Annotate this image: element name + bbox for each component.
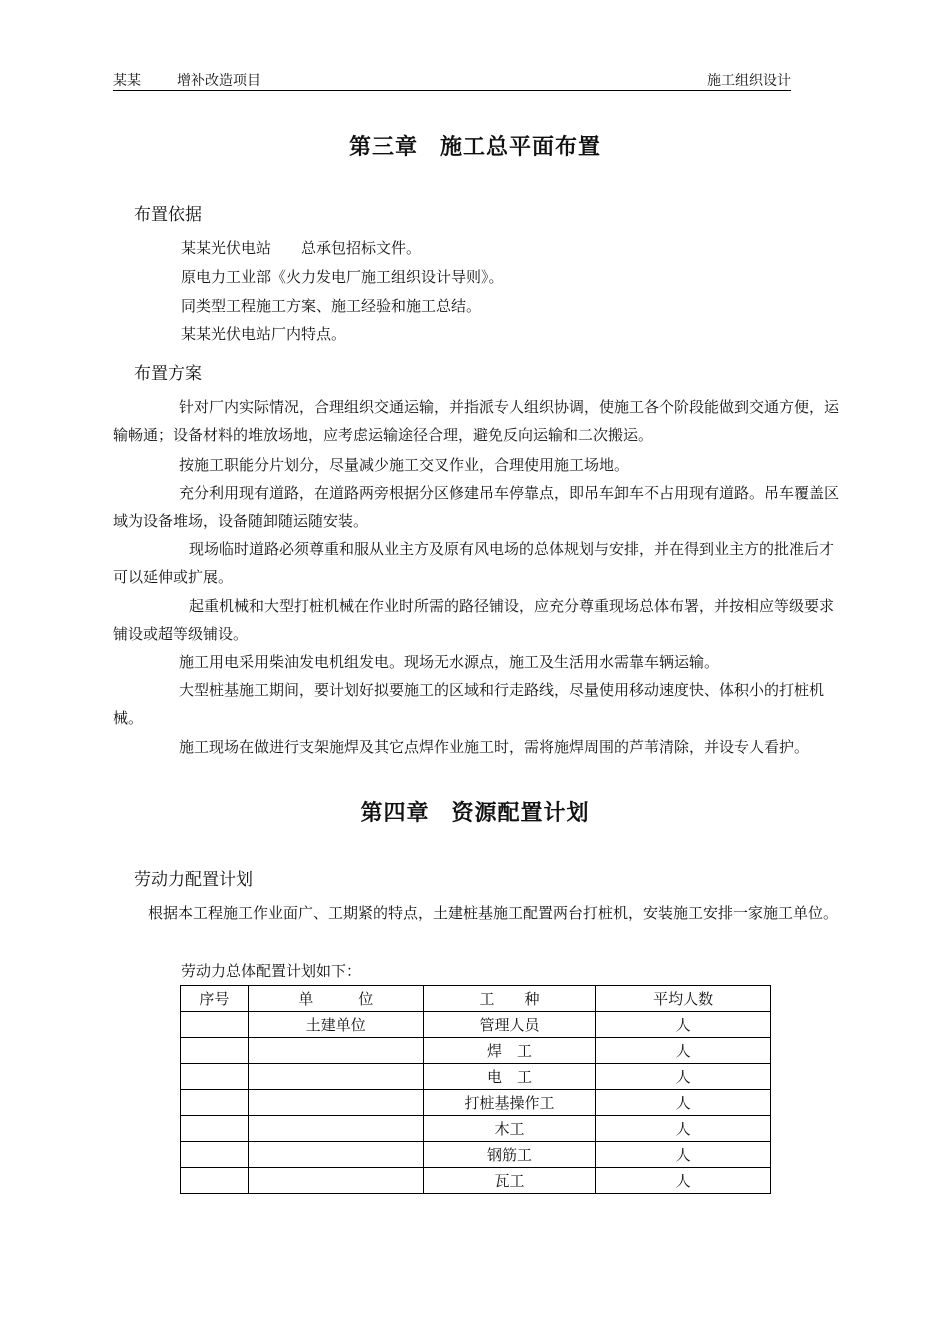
cell-count: 人: [596, 1064, 771, 1090]
cell-trade: 电 工: [423, 1064, 596, 1090]
header-company: 某某: [113, 73, 141, 89]
plan-paragraph-1-text: 针对厂内实际情况，合理组织交通运输，并指派专人组织协调，使施工各个阶段能做到交通方便，运输畅通；设备材料的堆放场地，应考虑运输途径合理，避免反向运输和二次搬运。: [113, 398, 840, 444]
cell-count: 人: [596, 1116, 771, 1142]
cell-trade: 钢筋工: [423, 1142, 596, 1168]
th-unit: 单 位: [248, 986, 423, 1012]
labor-heading: 劳动力配置计划: [134, 870, 253, 890]
cell-unit: [248, 1064, 423, 1090]
basis-item-1a: 某某光伏电站: [181, 239, 272, 257]
table-row: [181, 1038, 771, 1064]
cell-unit: 土建单位: [248, 1012, 423, 1038]
basis-item-4: 某某光伏电站厂内特点。: [181, 325, 347, 343]
basis-item-1b: 总承包招标文件。: [301, 239, 422, 257]
table-row: [181, 1142, 771, 1168]
chapter3-title: [0, 130, 950, 161]
plan-paragraph-8-text: 施工现场在做进行支架施焊及其它点焊作业施工时，需将施焊周围的芦苇清除，并设专人看护。: [179, 738, 810, 756]
cell-count: 人: [596, 1012, 771, 1038]
plan-paragraph-6: [113, 648, 839, 676]
header-project: 增补改造项目: [177, 73, 261, 89]
plan-paragraph-7-text: 大型桩基施工期间，要计划好拟要施工的区域和行走路线，尽量使用移动速度快、体积小的打桩机械。: [113, 681, 825, 727]
plan-paragraph-4-text: 现场临时道路必须尊重和服从业主方及原有风电场的总体规划与安排，并在得到业主方的批准后才可以延伸或扩展。: [113, 540, 835, 586]
cell-count: 人: [596, 1090, 771, 1116]
cell-count: 人: [596, 1038, 771, 1064]
basis-heading: 布置依据: [134, 205, 202, 225]
cell-index: [181, 1064, 249, 1090]
plan-paragraph-8: [113, 733, 839, 761]
cell-index: [181, 1142, 249, 1168]
plan-paragraph-5: [113, 592, 839, 648]
table-row: [181, 1064, 771, 1090]
cell-index: [181, 1168, 249, 1194]
plan-paragraph-6-text: 施工用电采用柴油发电机组发电。现场无水源点，施工及生活用水需靠车辆运输。: [179, 653, 720, 671]
cell-count: 人: [596, 1142, 771, 1168]
cell-unit: [248, 1090, 423, 1116]
plan-paragraph-5-text: 起重机械和大型打桩机械在作业时所需的路径铺设，应充分尊重现场总体布署，并按相应等级要求铺设或超等级铺设。: [113, 597, 835, 643]
cell-trade: 管理人员: [423, 1012, 596, 1038]
chapter4-title: [0, 796, 950, 827]
labor-table: [180, 985, 771, 1194]
page-header: [113, 70, 791, 91]
table-row: [181, 1116, 771, 1142]
chapter4-name: 资源配置计划: [451, 800, 590, 826]
chapter3-name: 施工总平面布置: [440, 134, 602, 160]
labor-intro: [113, 899, 839, 927]
cell-unit: [248, 1038, 423, 1064]
chapter3-num: 第三章: [348, 134, 418, 160]
th-index: 序号: [181, 986, 249, 1012]
plan-paragraph-2-text: 按施工职能分片划分，尽量减少施工交叉作业，合理使用施工场地。: [179, 456, 630, 474]
cell-index: [181, 1116, 249, 1142]
table-header-row: [181, 986, 771, 1012]
th-avg-count: 平均人数: [596, 986, 771, 1012]
plan-paragraph-4: [113, 535, 839, 591]
cell-unit: [248, 1116, 423, 1142]
table-row: [181, 1168, 771, 1194]
cell-index: [181, 1090, 249, 1116]
basis-item-1: [181, 237, 421, 258]
plan-paragraph-1: [113, 393, 839, 449]
basis-item-2: 原电力工业部《火力发电厂施工组织设计导则》。: [181, 268, 504, 286]
table-row: [181, 1012, 771, 1038]
labor-intro-text: 根据本工程施工作业面广、工期紧的特点，土建桩基施工配置两台打桩机，安装施工安排一家施工单位。: [148, 904, 839, 922]
plan-paragraph-7: [113, 676, 839, 732]
cell-trade: 打桩基操作工: [423, 1090, 596, 1116]
th-trade: 工 种: [423, 986, 596, 1012]
header-left: [113, 70, 261, 90]
cell-unit: [248, 1142, 423, 1168]
cell-count: 人: [596, 1168, 771, 1194]
cell-trade: 瓦工: [423, 1168, 596, 1194]
cell-trade: 木工: [423, 1116, 596, 1142]
chapter4-num: 第四章: [360, 800, 430, 826]
plan-heading: 布置方案: [134, 364, 202, 384]
header-doc-title: 施工组织设计: [707, 73, 791, 89]
basis-item-3: 同类型工程施工方案、施工经验和施工总结。: [181, 297, 482, 315]
plan-paragraph-3-text: 充分利用现有道路，在道路两旁根据分区修建吊车停靠点，即吊车卸车不占用现有道路。吊车覆盖区域为设备堆场，设备随卸随运随安装。: [113, 484, 840, 530]
cell-index: [181, 1012, 249, 1038]
cell-index: [181, 1038, 249, 1064]
table-row: [181, 1090, 771, 1116]
plan-paragraph-3: [113, 479, 839, 535]
table-caption: 劳动力总体配置计划如下：: [181, 962, 362, 980]
plan-paragraph-2: [113, 451, 839, 479]
cell-unit: [248, 1168, 423, 1194]
cell-trade: 焊 工: [423, 1038, 596, 1064]
